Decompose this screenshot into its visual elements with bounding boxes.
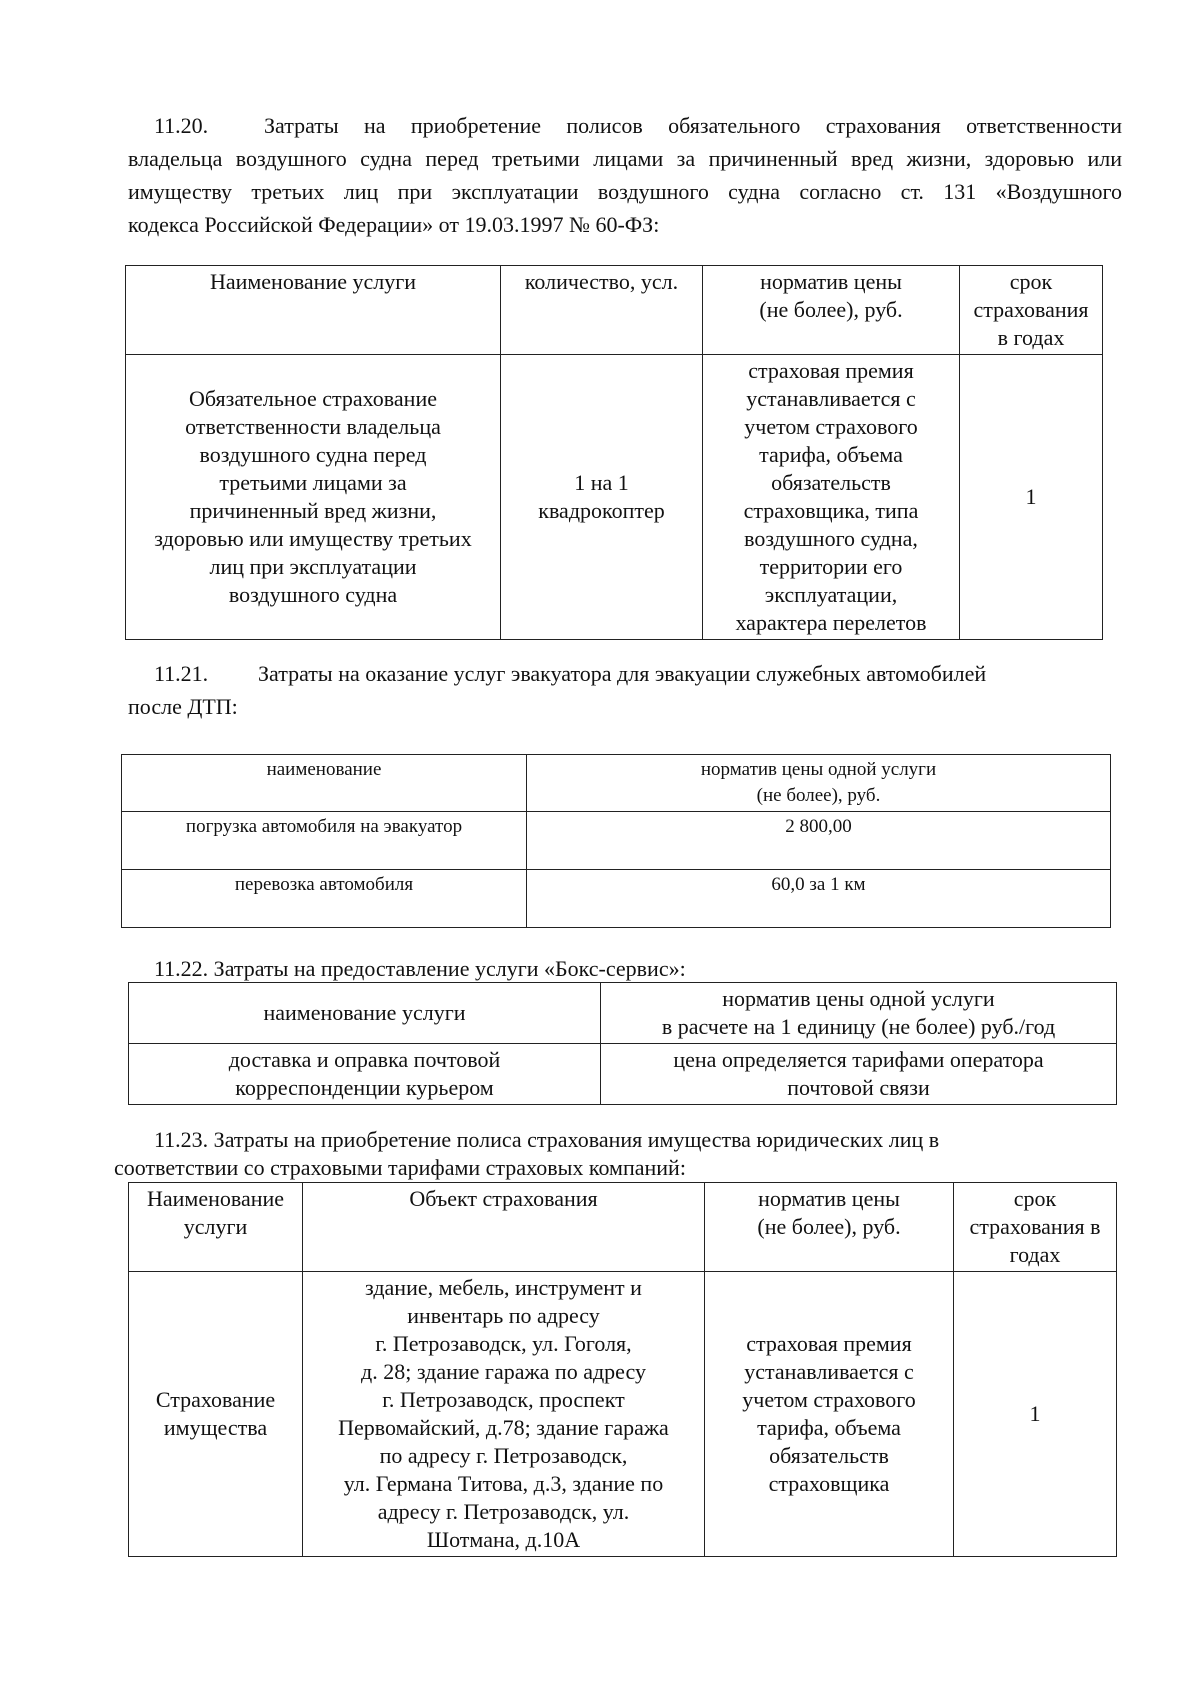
header-insurance-term: срок страхования в годах bbox=[960, 266, 1103, 355]
table-11-23 bbox=[128, 1182, 1117, 1557]
cell-price-norm: страховая премия устанавливается с учетом страхового тарифа, объема обязательств страховщика bbox=[705, 1272, 954, 1557]
cell-quantity: 1 на 1 квадрокоптер bbox=[501, 355, 703, 640]
cell-insurance-term: 1 bbox=[954, 1272, 1117, 1557]
header-price-norm: норматив цены (не более), руб. bbox=[703, 266, 960, 355]
cell-service-name: Обязательное страхование ответственности владельца воздушного судна перед третьими лицами за причиненный вред жизни, здоровью или имуществу третьих лиц при эксплуатации воздушного судна bbox=[126, 355, 501, 640]
section-11-21-number: 11.21. bbox=[154, 661, 209, 686]
cell-insurance-object: здание, мебель, инструмент и инвентарь по адресу г. Петрозаводск, ул. Гоголя, д. 28; здание гаража по адресу г. Петрозаводск, проспект Первомайский, д.78; здание гаража по адресу г. Петрозаводск, ул. Германа Титова, д.3, здание по адресу г. Петрозаводск, ул. Шотмана, д.10А bbox=[303, 1272, 705, 1557]
cell-name: перевозка автомобиля bbox=[122, 870, 527, 928]
cell-price-norm: страховая премия устанавливается с учетом страхового тарифа, объема обязательств страховщика, типа воздушного судна, территории его эксплуатации, характера перелетов bbox=[703, 355, 960, 640]
header-service-name: Наименование услуги bbox=[126, 266, 501, 355]
header-insurance-object: Объект страхования bbox=[303, 1183, 705, 1272]
section-11-23-line-2: соответствии со страховыми тарифами страховых компаний: bbox=[114, 1155, 686, 1180]
table-row bbox=[126, 355, 1103, 640]
cell-insurance-term: 1 bbox=[960, 355, 1103, 640]
section-11-23-text bbox=[114, 1126, 1114, 1182]
section-11-22-text bbox=[154, 952, 1114, 985]
section-11-22-title: 11.22. Затраты на предоставление услуги «Бокс-сервис»: bbox=[154, 956, 686, 981]
cell-service-name: Страхование имущества bbox=[129, 1272, 303, 1557]
header-insurance-term: срок страхования в годах bbox=[954, 1183, 1117, 1272]
table-header-row bbox=[122, 755, 1111, 812]
table-row bbox=[122, 870, 1111, 928]
header-service-name: Наименование услуги bbox=[129, 1183, 303, 1272]
table-11-22 bbox=[128, 982, 1117, 1105]
header-price-norm: норматив цены (не более), руб. bbox=[705, 1183, 954, 1272]
table-11-20 bbox=[125, 265, 1103, 640]
section-11-20-line-1 bbox=[128, 109, 1122, 142]
cell-name: погрузка автомобиля на эвакуатор bbox=[122, 812, 527, 870]
header-quantity: количество, усл. bbox=[501, 266, 703, 355]
section-11-20-line-1-text: Затраты на приобретение полисов обязательного страхования ответственности bbox=[264, 113, 1122, 138]
section-11-20-line-2: владельца воздушного судна перед третьими лицами за причиненный вред жизни, здоровью или bbox=[128, 146, 1122, 171]
section-11-21-line-1 bbox=[128, 657, 1122, 690]
cell-service-name: доставка и оправка почтовой корреспонденции курьером bbox=[129, 1044, 601, 1105]
section-11-20-line-3: имуществу третьих лиц при эксплуатации воздушного судна согласно ст. 131 «Воздушного bbox=[128, 179, 1122, 204]
table-row bbox=[129, 1044, 1117, 1105]
cell-price-norm: цена определяется тарифами оператора почтовой связи bbox=[601, 1044, 1117, 1105]
table-header-row bbox=[129, 1183, 1117, 1272]
table-row bbox=[122, 812, 1111, 870]
cell-price: 60,0 за 1 км bbox=[527, 870, 1111, 928]
header-price-norm: норматив цены одной услуги в расчете на 1 единицу (не более) руб./год bbox=[601, 983, 1117, 1044]
section-11-20-number: 11.20. bbox=[154, 113, 209, 138]
header-service-name: наименование услуги bbox=[129, 983, 601, 1044]
section-11-20-line-4: кодекса Российской Федерации» от 19.03.1997 № 60-ФЗ: bbox=[128, 212, 660, 237]
section-11-23-line-1: 11.23. Затраты на приобретение полиса страхования имущества юридических лиц в bbox=[154, 1127, 940, 1152]
table-row bbox=[129, 1272, 1117, 1557]
cell-price: 2 800,00 bbox=[527, 812, 1111, 870]
table-11-21 bbox=[121, 754, 1111, 928]
header-name: наименование bbox=[122, 755, 527, 812]
section-11-21-text bbox=[128, 657, 1122, 723]
table-header-row bbox=[129, 983, 1117, 1044]
section-11-21-line-1-text: Затраты на оказание услуг эвакуатора для эвакуации служебных автомобилей bbox=[258, 661, 987, 686]
table-header-row bbox=[126, 266, 1103, 355]
header-price-norm: норматив цены одной услуги (не более), руб. bbox=[527, 755, 1111, 812]
section-11-21-line-2: после ДТП: bbox=[128, 694, 238, 719]
section-11-20-text bbox=[128, 109, 1122, 241]
